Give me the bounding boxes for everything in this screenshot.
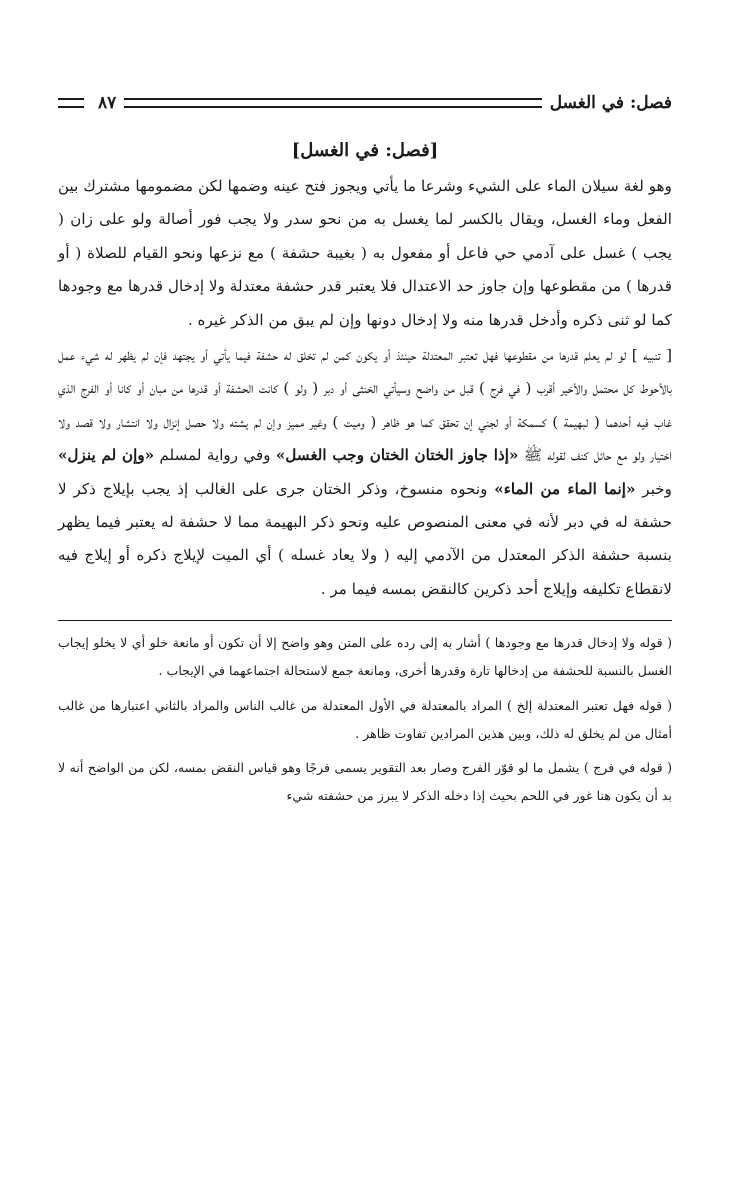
- hadith-quote: «إنما الماء من الماء»: [494, 479, 636, 498]
- paragraph-1: وهو لغة سيلان الماء على الشيء وشرعا ما يأتي ويجوز فتح عينه وضمها لكن مضمومها مشترك بين الفعل وماء الغسل، ويقال بالكسر لما يغسل به من نحو سدر ولا يجب فور أصالة ولو على زان ( يجب ) غسل على آدمي حي فاعل أو مفعول به ( بغيبة حشفة ) مع نزعها ونحو القيام للصلاة ( أو قدرها ) من مقطوعها وإن جاوز حد الاعتدال فلا يعتبر قدر حشفة معتدلة ولا إدخال قدرها مع وجودها كما لو ثنى ذكره وأدخل قدرها منه ولا إدخال دونها وإن لم يبق من الذكر غيره .: [58, 177, 672, 329]
- book-page: [58, 88, 672, 811]
- paragraph-2-text: ونحوه منسوخ، وذكر الختان جرى على الغالب إذ يجب بإيلاج ذكر لا حشفة له في دبر لأنه في معنى المنصوص عليه ونحو ذكر البهيمة مما لا حشفة له يعتبر فيما يظهر بنسبة حشفة الذكر المعتدل من الآدمي إليه ( ولا يعاد غسله ) أي الميت لإيلاج ذكره أو إيلاج فيه لانقطاع تكليفه وإيلاج أحد ذكرين كالنقض بمسه فيما مر .: [58, 479, 672, 598]
- running-title: فصل: في الغسل: [549, 93, 672, 113]
- paragraph-2-text: وخبر: [635, 479, 672, 498]
- hadith-quote: «وإن لم ينزل»: [58, 446, 155, 465]
- paragraph-2: [58, 339, 672, 606]
- header-rule-short: [58, 98, 84, 108]
- chapter-heading: [فصل: في الغسل]: [291, 140, 439, 161]
- footnote: ( قوله فهل تعتبر المعتدلة إلخ ) المراد بالمعتدلة في الأول المعتدلة من غالب الناس والمراد بالثاني اعتبارها من غالب أمثال من لم يخلق له ذلك، وبين هذين المرادين تفاوت ظاهر .: [58, 697, 672, 741]
- paragraph-2-text: [ تنبيه ] لو لم يعلم قدرها من مقطوعها فهل تعتبر المعتدلة حينئذ أو يكون كمن لم تخلق له حشفة فيما يأتي أو يجتهد فإن لم يظهر له شيء عمل بالأحوط كل محتمل والأخير أقرب ( في فرج ) قبل من واضح وسيأتي الخنثى أو دبر ( ولو ) كانت الحشفة أو قدرها من مبان أو كانا أو الفرج الذي غاب فيه أحدهما ( لبهيمة ) كسمكة أو لجني إن تحقق كما هو ظاهر ( وميت ) وغير مميز وإن لم يشته ولا حصل إنزال ولا انتشار ولا قصد ولا اختيار ولو مع حائل كنف لقوله ﷺ: [58, 346, 672, 465]
- header-rule: [124, 98, 541, 108]
- page-number: ٨٧: [98, 93, 117, 113]
- footnote: ( قوله في فرج ) يشمل ما لو قوّر الفرج وصار بعد التقوير يسمى فرجًا وهو قياس النقض بمسه، لكن من الواضح أنه لا بد أن يكون هنا غور في اللحم بحيث إذا دخله الذكر لا يبرز من حشفته شيء: [58, 760, 672, 804]
- paragraph-2-text: وفي رواية لمسلم: [154, 446, 276, 465]
- running-header: [58, 88, 672, 118]
- footnote-separator: [58, 620, 672, 621]
- main-text: [58, 170, 672, 606]
- hadith-quote: «إذا جاوز الختان الختان وجب الغسل»: [275, 446, 519, 465]
- footnote: ( قوله ولا إدخال قدرها مع وجودها ) أشار به إلى رده على المتن وهو واضح إلا أن تكون أو مانعة خلو أي لا يخلو إيجاب الغسل بالنسبة للحشفة من إدخالها تارة وقدرها أخرى، ومانعة جمع لاستحالة اجتماعهما في الإيجاب .: [58, 635, 672, 679]
- footnotes: [58, 629, 672, 810]
